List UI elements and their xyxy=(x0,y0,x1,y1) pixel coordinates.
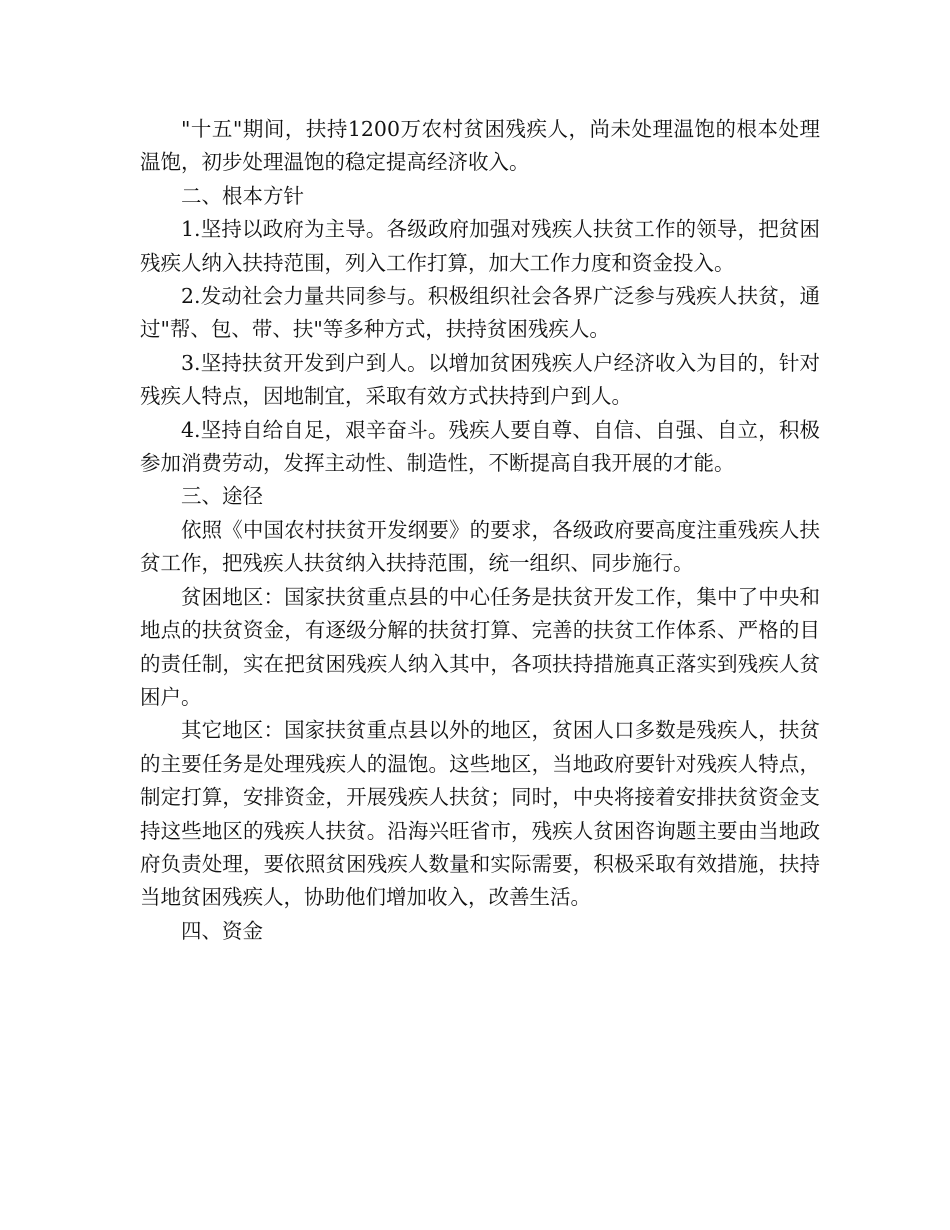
section-heading-basic-policy: 二、根本方针 xyxy=(181,183,304,208)
paragraph-target-summary: "十五"期间，扶持1200万农村贫困残疾人，尚未处理温饱的根本处理温饱，初步处理温饱的稳定提高经济收入。 xyxy=(140,117,820,175)
paragraph-other-areas: 其它地区：国家扶贫重点县以外的地区，贫困人口多数是残疾人，扶贫的主要任务是处理残疾人的温饱。这些地区，当地政府要针对残疾人特点，制定打算，安排资金，开展残疾人扶贫；同时，中央将接着安排扶贫资金支持这些地区的残疾人扶贫。沿海兴旺省市，残疾人贫困咨询题主要由当地政府负责处理，要依照贫困残疾人数量和实际需要，积极采取有效措施，扶持当地贫困残疾人，协助他们增加收入，改善生活。 xyxy=(140,718,820,910)
paragraph-policy-4: 4.坚持自给自足，艰辛奋斗。残疾人要自尊、自信、自强、自立，积极参加消费劳动，发挥主动性、制造性，不断提高自我开展的才能。 xyxy=(140,417,820,476)
section-heading-funds: 四、资金 xyxy=(181,918,263,943)
paragraph-approach-intro: 依照《中国农村扶贫开发纲要》的要求，各级政府要高度注重残疾人扶贫工作，把残疾人扶贫纳入扶持范围，统一组织、同步施行。 xyxy=(140,517,820,576)
section-heading-approach: 三、途径 xyxy=(181,484,263,509)
paragraph-policy-3: 3.坚持扶贫开发到户到人。以增加贫困残疾人户经济收入为目的，针对残疾人特点，因地制宜，采取有效方式扶持到户到人。 xyxy=(140,350,820,409)
paragraph-poor-areas: 贫困地区：国家扶贫重点县的中心任务是扶贫开发工作，集中了中央和地点的扶贫资金，有逐级分解的扶贫打算、完善的扶贫工作体系、严格的目的责任制，实在把贫困残疾人纳入其中，各项扶持措施真正落实到残疾人贫困户。 xyxy=(140,584,820,709)
paragraph-policy-1: 1.坚持以政府为主导。各级政府加强对残疾人扶贫工作的领导，把贫困残疾人纳入扶持范围，列入工作打算，加大工作力度和资金投入。 xyxy=(140,217,820,275)
paragraph-policy-2: 2.发动社会力量共同参与。积极组织社会各界广泛参与残疾人扶贫，通过"帮、包、带、扶"等多种方式，扶持贫困残疾人。 xyxy=(140,284,820,342)
document-page xyxy=(140,113,820,948)
